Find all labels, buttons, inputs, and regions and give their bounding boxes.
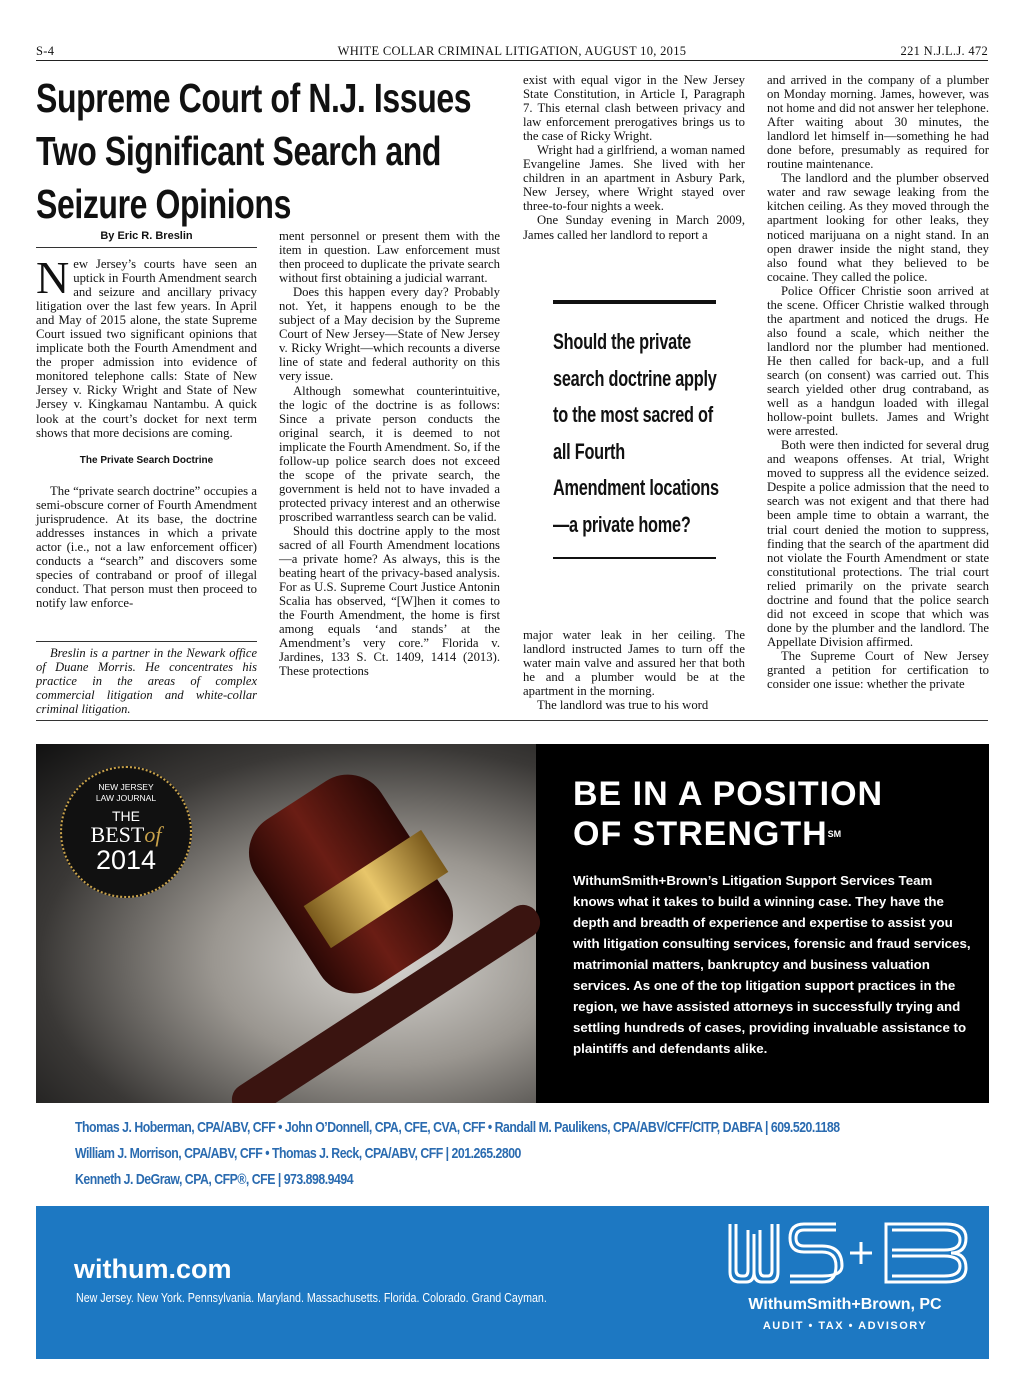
- ad-contacts: [75, 1115, 977, 1193]
- paragraph: The landlord and the plumber observed water and raw sewage leaking from the kitchen ceiling. As they moved through the apartment looking for other leaks, they noticed marijuana on a night stand. In an open drawer inside the night stand, they also found what they believed to be cocaine. They called the police.: [767, 171, 989, 284]
- pull-quote: [553, 300, 719, 559]
- contact-line: Kenneth J. DeGraw, CPA, CFP®, CFE | 973.898.9494: [75, 1171, 354, 1188]
- contact-line: Thomas J. Hoberman, CPA/ABV, CFF • John O’Donnell, CPA, CFE, CVA, CFF • Randall M. Paulikens, CPA/ABV/CFF/CITP, DABFA | 609.520.1188: [75, 1119, 840, 1136]
- contact-line: William J. Morrison, CPA/ABV, CFF • Thomas J. Reck, CPA/ABV, CFF | 201.265.2800: [75, 1145, 521, 1162]
- gavel-photo: [36, 744, 536, 1103]
- website-link[interactable]: withum.com: [74, 1254, 232, 1284]
- paragraph: and arrived in the company of a plumber on Monday morning. James, however, was not home and did not answer her telephone. After waiting about 30 minutes, the landlord let himself in—something he had done before, presumably as required for routine maintenance.: [767, 73, 989, 172]
- publication-line: WHITE COLLAR CRIMINAL LITIGATION, AUGUST 10, 2015: [337, 44, 687, 58]
- paragraph: The “private search doctrine” occupies a semi-obscure corner of Fourth Amendment jurisprudence. At its base, the doctrine addresses instances in which a private actor (i.e., not a law enforcement officer) conducts a “search” and discovers some species of contraband or proof of illegal conduct. That person must then proceed to notify law enforce-: [36, 483, 257, 611]
- paragraph: Although somewhat counterintuitive, the logic of the doctrine is as follows: Since a private person conducts the original search, it is deemed to not implicate the Fourth Amendment. So, if the follow-up police search does not exceed the scope of the private search, the government is held not to have invaded a protected privacy interest and an otherwise proscribed warrantless search can be valid.: [279, 383, 500, 524]
- section-subhead: The Private Search Doctrine: [79, 454, 214, 466]
- best-of-seal: [60, 766, 192, 898]
- column-2: [279, 229, 500, 679]
- pull-quote-rule: [553, 557, 716, 559]
- byline: By Eric R. Breslin: [36, 230, 257, 248]
- article-title: [36, 72, 520, 231]
- column-1: [36, 252, 257, 611]
- paragraph: ew Jersey’s courts have seen an uptick in Fourth Amendment search and seizure and ancillary privacy litigation over the last few years. In April and May of 2015 alone, the state Supreme Court issued two significant opinions that implicate both the Fourth Amendment and the proper admission into evidence of monitored telephone calls: State of New Jersey v. Ricky Wright and State of New Jersey v. Kingkamau Nantambu. A quick look at the court’s docket for next term shows that more decisions are coming.: [36, 257, 257, 440]
- title-line: Supreme Court of N.J. Issues: [36, 75, 472, 121]
- page-number: S-4: [36, 44, 55, 58]
- paragraph: Police Officer Christie soon arrived at the scene. Officer Christie walked through the apartment and noticed the drugs. He also found a scale, which neither the landlord nor the plumber had mentioned. He then called for back-up, and a full search (on consent) was carried out. This search yielded other drug contraband, as well as a handgun loaded with illegal hollow-point bullets. James and Wright were arrested.: [767, 283, 989, 439]
- firm-tagline: AUDIT • TAX • ADVISORY: [762, 1320, 928, 1332]
- advertisement: [36, 744, 989, 1103]
- column-4: [767, 73, 989, 691]
- office-locations: New Jersey. New York. Pennsylvania. Maryland. Massachusetts. Florida. Colorado. Grand Cayman.: [76, 1290, 547, 1305]
- paragraph: exist with equal vigor in the New Jersey State Constitution, in Article I, Paragraph 7. This eternal clash between privacy and law enforcement prerogatives brings us to the case of Ricky Wright.: [523, 73, 745, 144]
- column-3-top: [523, 73, 745, 242]
- title-line: Two Significant Search and: [36, 128, 442, 174]
- page-header: [36, 44, 988, 61]
- column-3-bottom: [523, 628, 745, 712]
- paragraph: Should this doctrine apply to the most sacred of all Fourth Amendment locations—a private home? As always, this is the beating heart of the privacy-based analysis. For as U.S. Supreme Court Justice Antonin Scalia has observed, “[W]hen it comes to the Fourth Amendment, the home is first among equals ‘and stands’ at the Amendment’s very core.” Florida v. Jardines, 133 S. Ct. 1409, 1414 (2013). These protections: [279, 523, 500, 679]
- article-bottom-rule: [36, 720, 988, 721]
- seal-text: NEW JERSEY LAW JOURNAL: [95, 782, 157, 803]
- ad-headline: BE IN A POSITION OF STRENGTH℠: [573, 775, 884, 853]
- ad-body: WithumSmith+Brown’s Litigation Support Services Team knows what it takes to build a winning case. They have the depth and breadth of experience and expertise to assist you with litigation consulting services, forensic and fraud services, matrimonial matters, bankruptcy and business valuation services. As one of the top litigation support practices in the region, we have assisted attorneys in successfully trying and settling hundreds of cases, providing invaluable assistance to plaintiffs and defendants alike.: [573, 873, 971, 1056]
- ad-copy: [573, 774, 973, 1059]
- citation: 221 N.J.L.J. 472: [900, 44, 988, 58]
- ad-footer: [36, 1206, 989, 1359]
- paragraph: major water leak in her ceiling. The landlord instructed James to turn off the water main valve and assured her that both he and a plumber would be at the apartment in the morning.: [523, 628, 745, 699]
- paragraph: Both were then indicted for several drug and weapons offenses. At trial, Wright moved to suppress all the evidence seized. Despite a police admission that the need to search was not exigent and that there had been ample time to obtain a warrant, the trial court denied the motion to suppress, finding that the search of the apartment did not violate the Fourth Amendment or state constitutional protections. The trial court relied primarily on the private search doctrine and found that the police search did not exceed in scope that which was done by the plumber and the landlord. The Appellate Division affirmed.: [767, 438, 989, 649]
- seal-best: BESTof: [90, 822, 162, 847]
- paragraph: One Sunday evening in March 2009, James called her landlord to report a: [523, 213, 745, 242]
- firm-name: WithumSmith+Brown, PC: [748, 1296, 942, 1313]
- pull-quote-text: Should the private search doctrine apply to the most sacred of all Fourth Amendment locations—a private home?: [553, 329, 719, 537]
- wsb-logo-icon: [726, 1220, 970, 1286]
- title-line: Seizure Opinions: [36, 181, 291, 227]
- seal-year: 2014: [95, 845, 157, 875]
- bio-text: Breslin is a partner in the Newark office of Duane Morris. He concentrates his practice in the areas of complex commercial litigation and white-collar criminal litigation.: [36, 646, 257, 716]
- paragraph: The landlord was true to his word: [537, 698, 709, 713]
- paragraph: ment personnel or present them with the item in question. Law enforcement must then proceed to duplicate the private search without first obtaining a judicial warrant.: [279, 229, 500, 286]
- drop-cap: N: [36, 252, 70, 303]
- seal-the: THE: [112, 808, 140, 824]
- paragraph: Does this happen every day? Probably not. Yet, it happens enough to be the subject of a May decision by the Supreme Court of New Jersey—State of New Jersey v. Ricky Wright—which recounts a diverse line of state and federal authority on this very issue.: [279, 285, 500, 384]
- author-bio: [36, 641, 257, 716]
- paragraph: The Supreme Court of New Jersey granted a petition for certification to consider one issue: whether the private: [767, 648, 989, 692]
- paragraph: Wright had a girlfriend, a woman named Evangeline James. She lived with her children in an apartment in Asbury Park, New Jersey, where Wright stayed over three-to-four nights a week.: [523, 143, 745, 214]
